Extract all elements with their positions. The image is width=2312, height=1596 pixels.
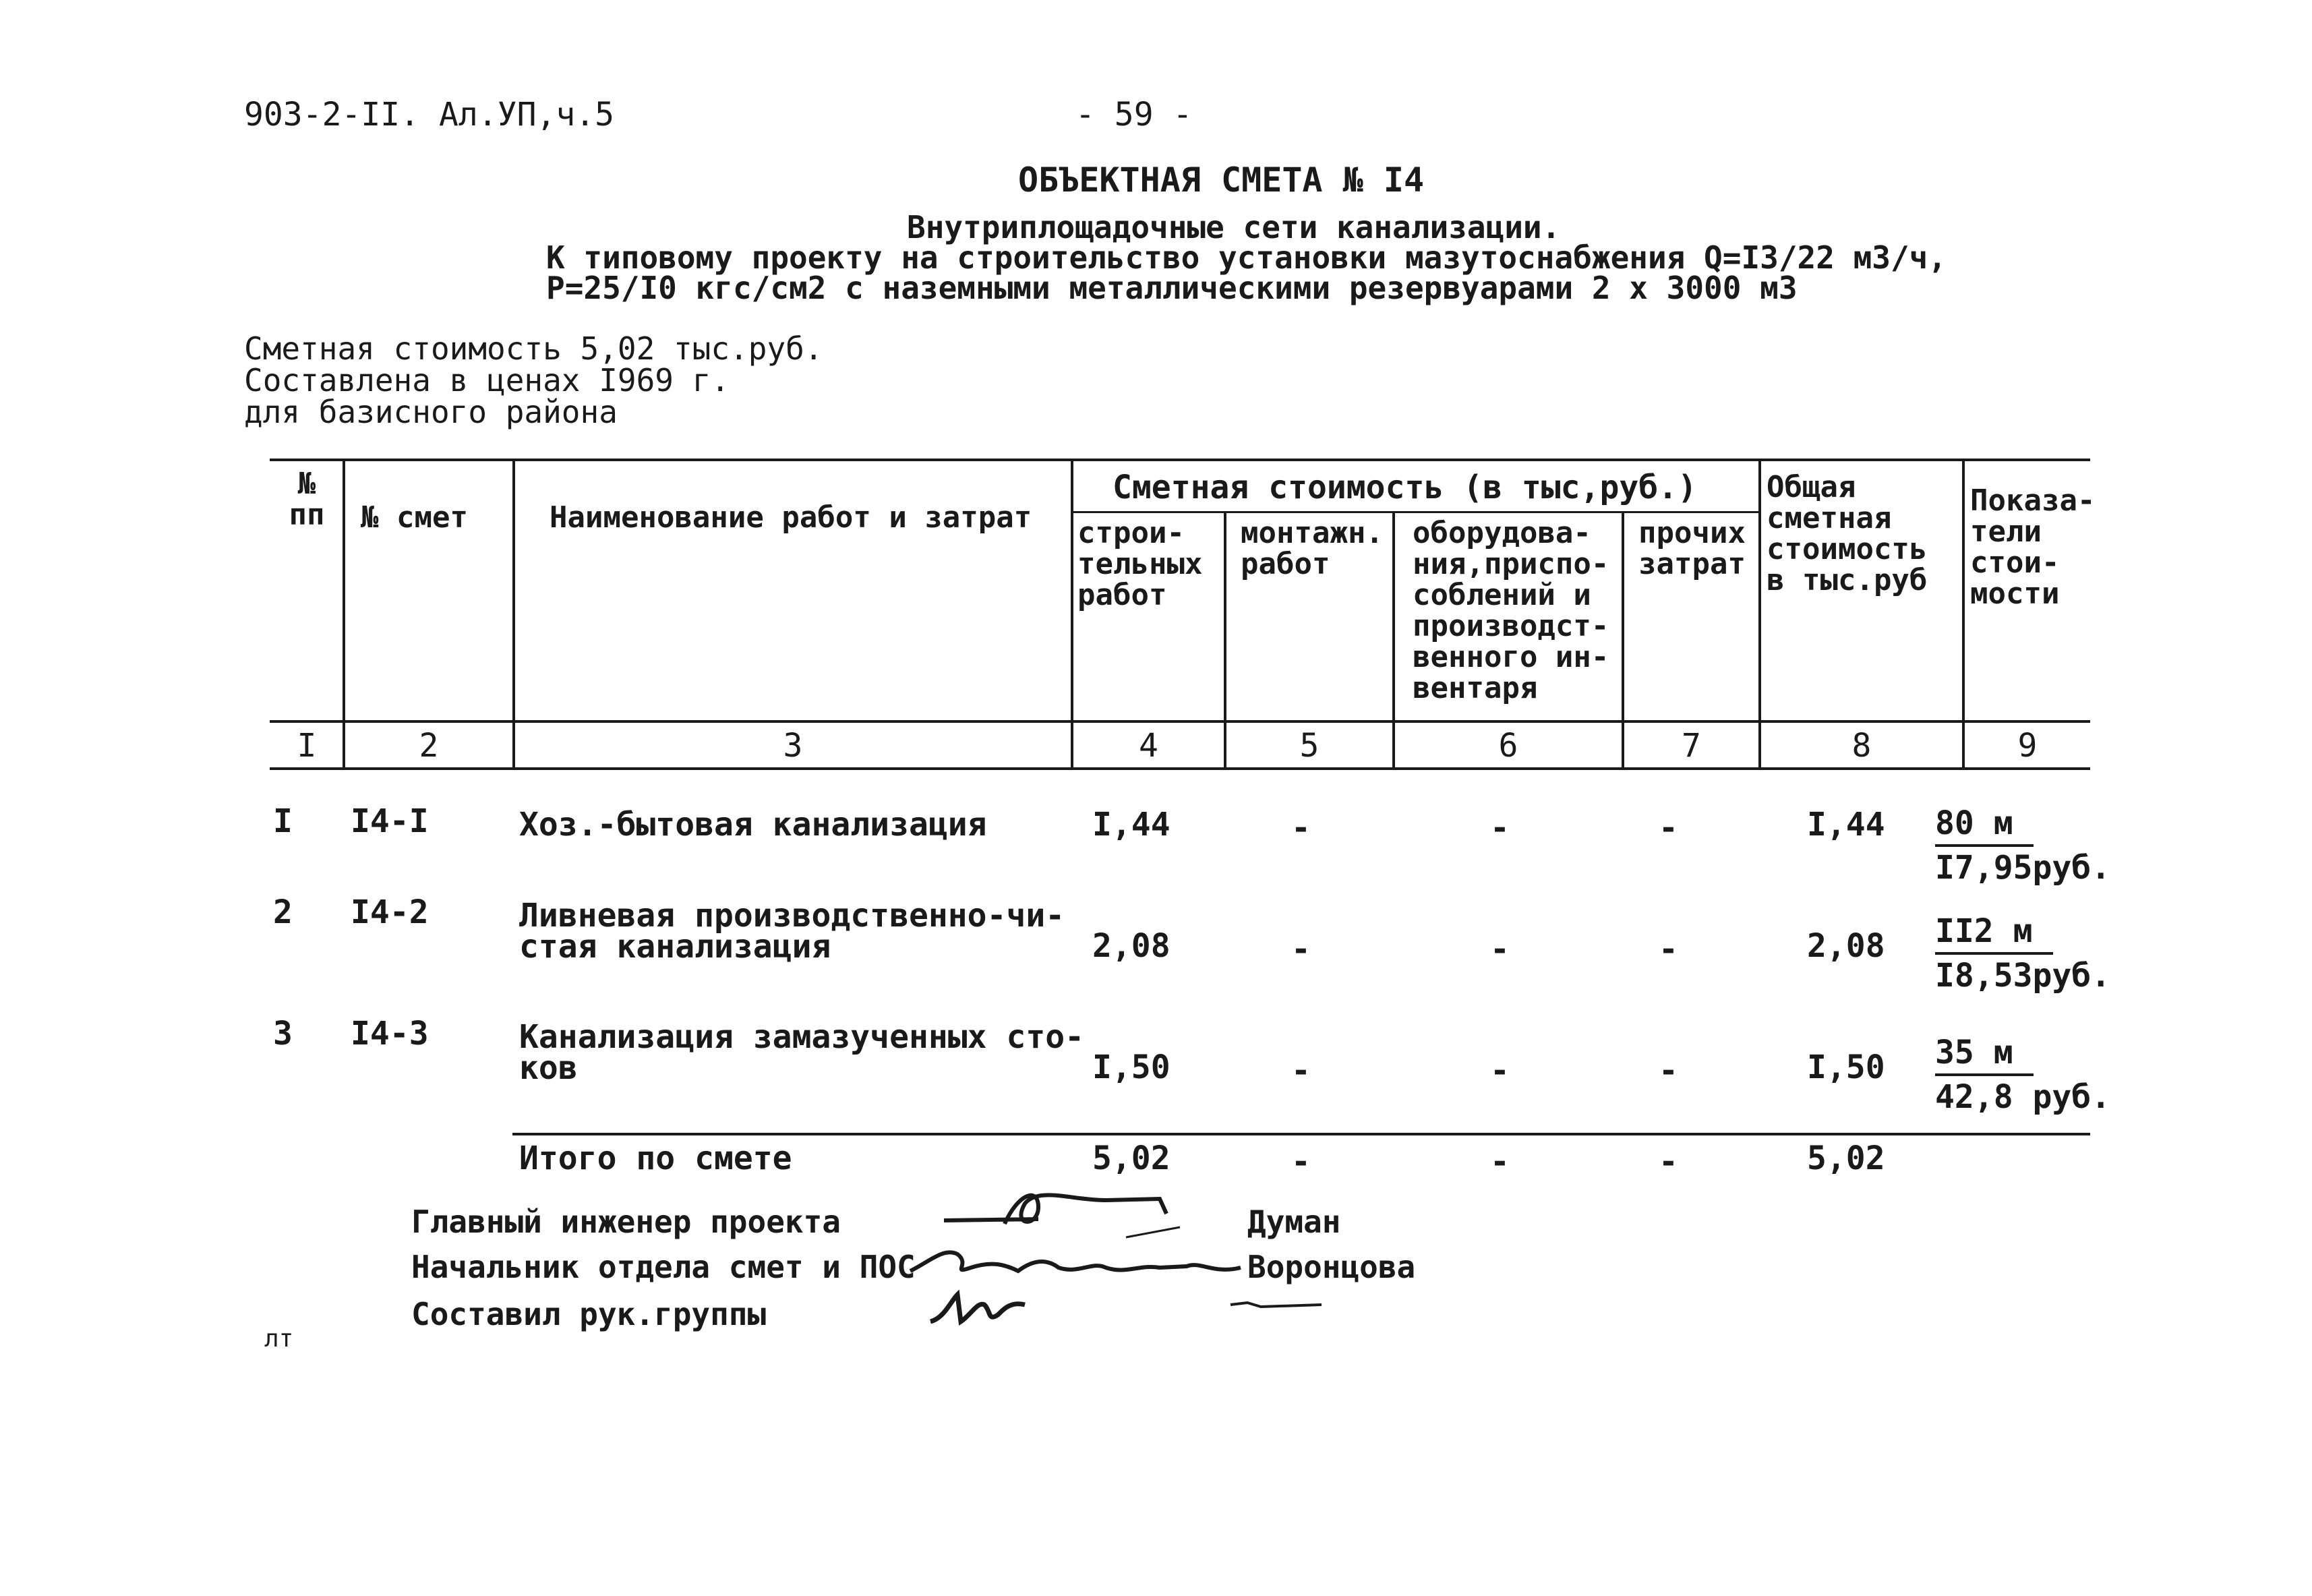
signature-mark [1227, 1295, 1335, 1315]
total-row-border [512, 1133, 2090, 1135]
col-divider [1071, 459, 1073, 769]
compiled-by-title: Составил рук.группы [411, 1296, 767, 1332]
total-construction: 5,02 [1092, 1140, 1170, 1177]
header-num: № пп [289, 467, 325, 532]
row-name: Канализация замазученных сто- ков [519, 1018, 1085, 1087]
row-smeta: I4-I [351, 802, 429, 840]
row-total: I,44 [1807, 806, 1885, 844]
row-num: I [273, 802, 293, 840]
subtitle-line1: Внутриплощадочные сети канализации. [907, 209, 1561, 245]
dept-head-title: Начальник отдела смет и ПОС [411, 1249, 916, 1285]
region: для базисного района [244, 394, 618, 430]
indicator-length: 80 м [1935, 802, 2034, 847]
header-indicators: Показа- тели стои- мости [1970, 483, 2096, 611]
column-number: 4 [1139, 727, 1158, 765]
col-divider [1962, 459, 1965, 769]
price-base: Составлена в ценах I969 г. [244, 362, 730, 398]
row-num: 3 [273, 1015, 293, 1053]
header-group: Сметная стоимость (в тыс,руб.) [1113, 469, 1697, 506]
footer-mark: лт [264, 1325, 294, 1353]
row-total: I,50 [1807, 1048, 1885, 1086]
row-installation: - [1291, 809, 1311, 847]
row-installation: - [1291, 930, 1311, 968]
column-numbers-border [270, 767, 2090, 770]
signature-chief-engineer [937, 1173, 1220, 1241]
header-name: Наименование работ и затрат [550, 500, 1032, 535]
row-other: - [1659, 930, 1678, 968]
row-construction: I,44 [1092, 806, 1170, 844]
indicator-cost: 42,8 руб. [1935, 1078, 2111, 1116]
row-indicator [1935, 910, 2110, 997]
indicator-length: 35 м [1935, 1032, 2034, 1076]
row-other: - [1659, 809, 1678, 847]
indicator-cost: I8,53руб. [1935, 957, 2111, 995]
row-smeta: I4-2 [351, 893, 429, 931]
header-total: Общая сметная стоимость в тыс.руб [1767, 470, 1928, 597]
signature-compiler [924, 1281, 1059, 1335]
total-installation: - [1291, 1143, 1311, 1181]
column-number: 9 [2017, 727, 2038, 765]
row-equipment: - [1490, 930, 1510, 968]
header-smeta: № смет [361, 500, 468, 535]
column-number: 6 [1498, 727, 1518, 765]
row-construction: 2,08 [1092, 927, 1170, 965]
row-total: 2,08 [1807, 927, 1885, 965]
column-number: 8 [1851, 727, 1872, 765]
row-construction: I,50 [1092, 1048, 1170, 1086]
total-sum: 5,02 [1807, 1140, 1885, 1177]
row-equipment: - [1490, 1052, 1510, 1090]
row-installation: - [1291, 1052, 1311, 1090]
chief-engineer-name: Думан [1247, 1204, 1341, 1240]
signature-dept-head [903, 1234, 1254, 1288]
row-num: 2 [273, 893, 293, 931]
estimated-cost: Сметная стоимость 5,02 тыс.руб. [244, 330, 823, 367]
total-other: - [1659, 1143, 1678, 1181]
column-number: 3 [783, 727, 803, 765]
total-equipment: - [1490, 1143, 1510, 1181]
row-name: Ливневая производственно-чи- стая канализация [519, 897, 1065, 966]
row-indicator [1935, 802, 2110, 889]
row-name: Хоз.-бытовая канализация [519, 806, 987, 844]
column-number: 2 [419, 727, 439, 765]
estimate-title: ОБЪЕКТНАЯ СМЕТА № I4 [1018, 160, 1425, 200]
dept-head-name: Воронцова [1247, 1249, 1416, 1285]
col-divider [512, 459, 515, 769]
col-divider [343, 459, 345, 769]
indicator-cost: I7,95руб. [1935, 849, 2111, 887]
header-bottom-border [270, 720, 2090, 723]
document-code: 903-2-II. Ал.УП,ч.5 [244, 96, 615, 134]
col-divider [1758, 459, 1761, 769]
table-top-border [270, 459, 2090, 461]
page-number: - 59 - [1075, 96, 1193, 134]
column-number: 7 [1682, 727, 1701, 765]
header-other: прочих затрат [1638, 516, 1746, 581]
subtitle-line2: К типовому проекту на строительство установки мазутоснабжения Q=I3/22 м3/ч, [546, 239, 1947, 276]
subtitle-line3: Р=25/I0 кгс/см2 с наземными металлическими резервуарами 2 х 3000 м3 [546, 270, 1798, 306]
indicator-length: II2 м [1935, 910, 2053, 955]
row-other: - [1659, 1052, 1678, 1090]
group-header-divider [1072, 511, 1760, 513]
header-construction: строи- тельных работ [1077, 516, 1203, 612]
chief-engineer-title: Главный инженер проекта [411, 1204, 841, 1240]
column-number: I [297, 727, 317, 765]
row-smeta: I4-3 [351, 1015, 429, 1053]
header-installation: монтажн. работ [1241, 516, 1384, 581]
header-equipment: оборудова- ния,приспо- соблений и производст- венного ин- вентаря [1413, 516, 1609, 705]
row-indicator [1935, 1032, 2110, 1118]
row-equipment: - [1490, 809, 1510, 847]
column-number: 5 [1299, 727, 1320, 765]
total-label: Итого по смете [519, 1140, 792, 1177]
